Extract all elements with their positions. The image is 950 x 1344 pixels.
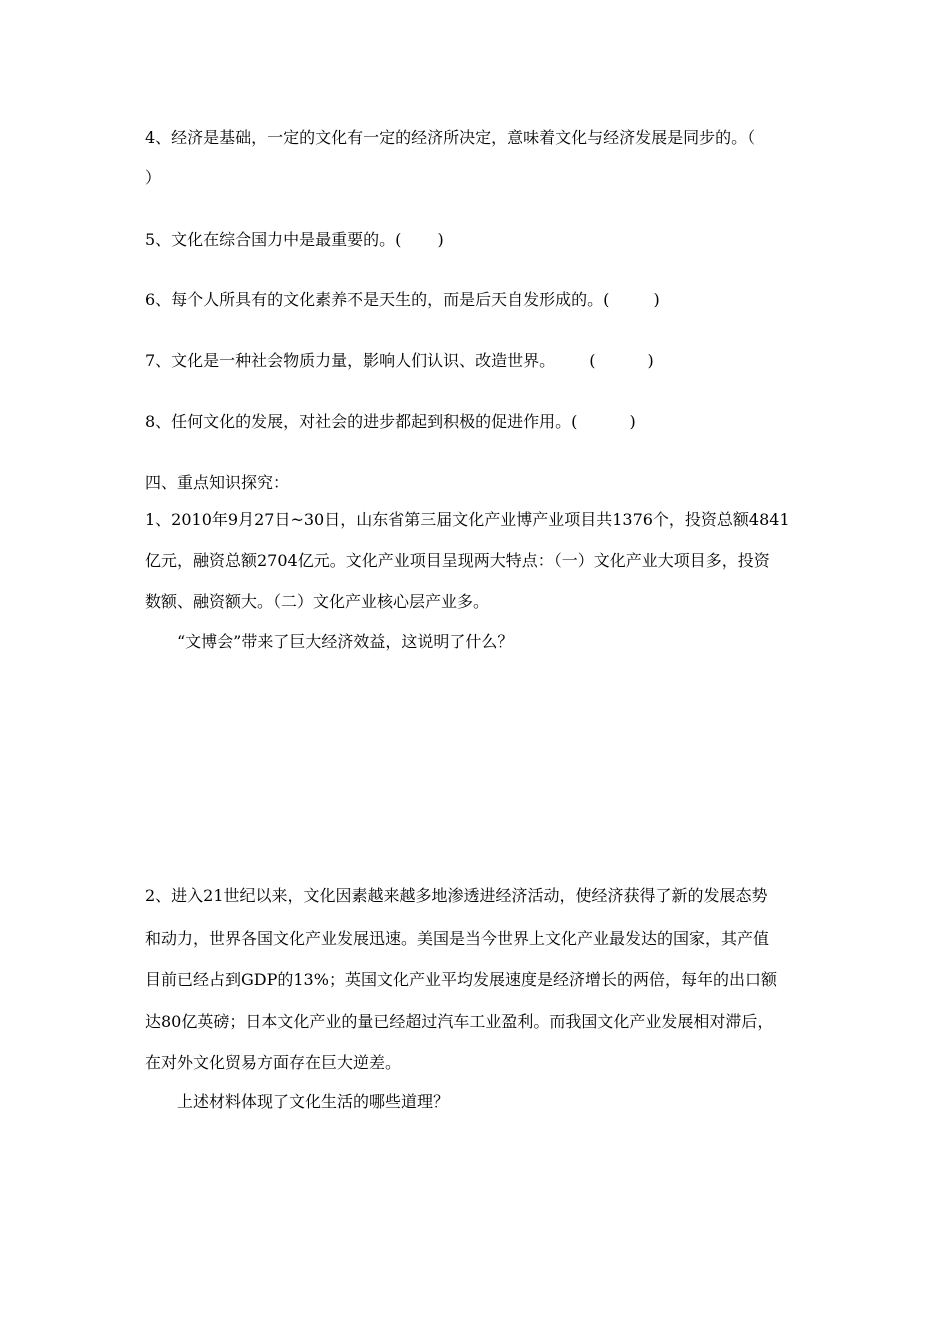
question-7-text: 7、文化是一种社会物质力量，影响人们认识、改造世界。 xyxy=(145,351,556,370)
item-2-line-2: 和动力，世界各国文化产业发展迅速。美国是当今世界上文化产业最发达的国家，其产值 xyxy=(145,929,770,948)
question-7 xyxy=(145,351,654,371)
question-7-answer-bracket-open: ( xyxy=(589,351,596,370)
item-1-question: “文博会”带来了巨大经济效益，这说明了什么？ xyxy=(177,632,514,651)
item-2-line-3: 目前已经占到GDP的13%；英国文化产业平均发展速度是经济增长的两倍，每年的出口额 xyxy=(145,970,777,989)
item-2-question: 上述材料体现了文化生活的哪些道理？ xyxy=(177,1092,450,1111)
question-5 xyxy=(145,230,444,250)
item-1-line-1: 1、2010年9月27日~30日，山东省第三届文化产业博产业项目共1376个，投资总额4841 xyxy=(145,510,790,529)
question-8 xyxy=(145,412,636,432)
question-6-text: 6、每个人所具有的文化素养不是天生的，而是后天自发形成的。( xyxy=(145,290,610,309)
question-7-answer-bracket-close: ) xyxy=(647,351,654,370)
question-4-line-2: ） xyxy=(145,168,162,187)
question-4-line-1: 4、经济是基础，一定的文化有一定的经济所决定，意味着文化与经济发展是同步的。（ xyxy=(145,128,756,147)
item-1-line-3: 数额、融资额大。（二）文化产业核心层产业多。 xyxy=(145,592,490,611)
item-1-line-2: 亿元，融资总额2704亿元。文化产业项目呈现两大特点：（一）文化产业大项目多，投资 xyxy=(145,551,770,570)
question-8-text: 8、任何文化的发展，对社会的进步都起到积极的促进作用。( xyxy=(145,412,578,431)
question-6-answer-bracket-close: ) xyxy=(653,290,660,309)
item-2-line-5: 在对外文化贸易方面存在巨大逆差。 xyxy=(145,1053,402,1072)
item-2-line-1: 2、进入21世纪以来，文化因素越来越多地渗透进经济活动，使经济获得了新的发展态势 xyxy=(145,886,768,905)
question-5-answer-bracket-close: ) xyxy=(437,230,444,249)
item-2-line-4: 达80亿英磅；日本文化产业的量已经超过汽车工业盈利。而我国文化产业发展相对滞后， xyxy=(145,1012,774,1031)
question-5-text: 5、文化在综合国力中是最重要的。( xyxy=(145,230,402,249)
question-6 xyxy=(145,290,660,310)
section-4-heading: 四、重点知识探究： xyxy=(145,473,290,492)
question-8-answer-bracket-close: ) xyxy=(629,412,636,431)
